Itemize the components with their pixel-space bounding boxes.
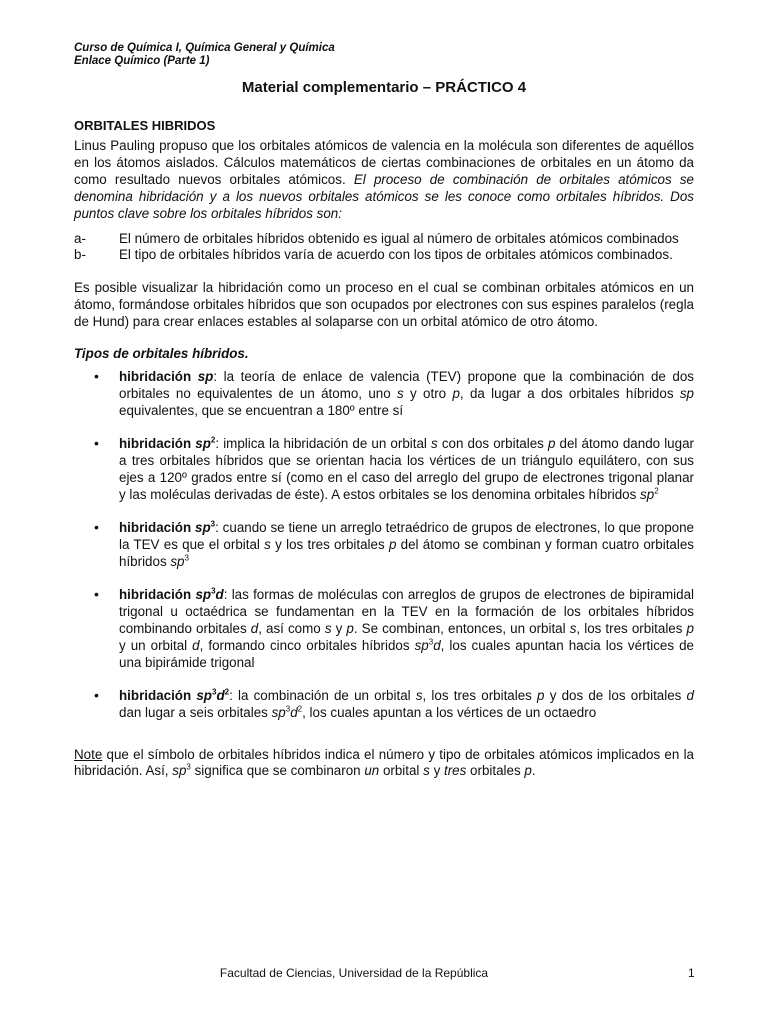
text-segment: , los tres orbitales — [422, 688, 538, 703]
text-segment: p — [537, 688, 545, 703]
text-segment: 3 — [285, 704, 291, 714]
text-segment: d — [686, 688, 694, 703]
list-item-text: El número de orbitales híbridos obtenido es igual al número de orbitales atómicos combinados — [119, 231, 679, 246]
hybrid-symbol: sp — [196, 688, 212, 703]
course-header-line1: Curso de Química I, Química General y Química — [74, 42, 335, 54]
intro-paragraph — [74, 137, 694, 222]
text-segment: s — [431, 436, 438, 451]
types-heading: Tipos de orbitales híbridos. — [74, 346, 249, 361]
footer-institution: Facultad de Ciencias, Universidad de la República — [219, 966, 489, 980]
list-item — [74, 519, 694, 570]
text-segment: p — [388, 537, 397, 552]
text-segment: s — [569, 621, 577, 636]
list-item-text — [119, 586, 694, 671]
text-segment: con dos orbitales — [437, 436, 548, 451]
text-segment: y otro — [403, 386, 453, 401]
text-segment: . — [531, 763, 536, 778]
intro-italic-text: El proceso de combinación de orbitales atómicos se denomina hibridación y a los nuevos orbitales atómicos se les conoce como orbitales híbridos. Dos puntos clave sobre los orbitales híbridos son: — [74, 172, 694, 221]
text-segment: d — [433, 638, 441, 653]
hybrid-type-label — [119, 587, 224, 602]
text-segment: 3 — [428, 637, 434, 647]
list-item-text — [119, 519, 694, 570]
text-segment: tres — [443, 763, 467, 778]
hybrid-symbol: sp — [195, 520, 211, 535]
text-segment: , los cuales apuntan a los vértices de un octaedro — [302, 705, 597, 720]
hybrid-type-label — [119, 436, 215, 451]
list-item-text — [119, 687, 694, 721]
hybrid-type-label — [119, 688, 229, 703]
hybrid-superscript-2: 2 — [224, 687, 230, 697]
text-segment: , formando cinco orbitales híbridos — [199, 638, 415, 653]
text-segment: sp — [271, 705, 286, 720]
text-segment: un — [364, 763, 380, 778]
text-segment: , da lugar a dos orbitales híbridos — [459, 386, 680, 401]
hybrid-symbol: sp — [195, 587, 212, 602]
text-segment: : la combinación de un orbital — [229, 688, 416, 703]
text-segment: equivalentes, que se encuentran a 180º entre sí — [119, 403, 404, 418]
text-segment: del átomo se combinan y forman cuatro orbitales híbridos — [119, 537, 694, 569]
hybrid-superscript: 3 — [211, 586, 216, 596]
text-segment: del átomo dando lugar a tres orbitales híbridos que se orientan hacia los vértices de un triángulo equilátero, con sus ejes a 120º grados entre sí (como en el caso del arreglo del grupo de electrones trigonal planar y las moléculas derivadas de éste). A estos orbitales se los denomina orbitales híbridos — [119, 436, 694, 502]
list-marker: a- — [74, 231, 86, 246]
hybridization-paragraph: Es posible visualizar la hibridación como un proceso en el cual se combinan orbitales atómicos en un átomo, formándose orbitales híbridos que son ocupados por electrones con sus espines paralelos (regla de Hund) para crear enlaces estables al solaparse con un orbital atómico de otro átomo. — [74, 280, 694, 329]
text-segment: p — [452, 386, 460, 401]
text-segment: orbital — [379, 763, 424, 778]
text-segment: p — [524, 763, 532, 778]
text-segment: y — [331, 621, 347, 636]
text-segment: s — [415, 688, 423, 703]
text-segment: p — [686, 621, 694, 636]
text-segment: d — [290, 705, 298, 720]
list-item-text: El tipo de orbitales híbridos varía de acuerdo con los tipos de orbitales atómicos combinados. — [119, 247, 673, 262]
page-number: 1 — [688, 966, 695, 980]
hybrid-symbol-d: d — [215, 587, 224, 602]
bullet-icon: • — [94, 435, 99, 451]
list-item — [74, 687, 694, 721]
hybrid-symbol: sp — [197, 369, 214, 384]
text-segment: p — [346, 621, 354, 636]
text-segment: sp — [170, 554, 185, 569]
text-segment: sp — [640, 487, 655, 502]
note-paragraph — [74, 747, 694, 779]
text-segment: , los cuales apuntan hacia los vértices de una bipirámide trigonal — [119, 638, 694, 670]
hybrid-label-text: hibridación — [119, 436, 196, 451]
text-segment: sp — [679, 386, 694, 401]
text-segment: : cuando se tiene un arreglo tetraédrico de grupos de electrones, lo que propone la TEV es que el orbital — [119, 520, 694, 552]
page-title: Material complementario – PRÁCTICO 4 — [241, 79, 527, 96]
section-heading: ORBITALES HIBRIDOS — [74, 118, 216, 133]
hybrid-symbol: sp — [195, 436, 211, 451]
document-page — [74, 42, 694, 779]
intro-text: Linus Pauling propuso que los orbitales atómicos de valencia en la molécula son diferentes de aquéllos en los átomos aislados. Cálculos matemáticos de ciertas combinaciones de orbitales en un átomo da como resultado nuevos orbitales atómicos. — [74, 138, 694, 187]
text-segment: y — [429, 763, 444, 778]
text-segment: 3 — [184, 553, 189, 563]
text-segment: dan lugar a seis orbitales — [119, 705, 272, 720]
hybrid-superscript: 2 — [210, 435, 216, 445]
bullet-icon: • — [94, 368, 99, 384]
hybrid-label-text: hibridación — [119, 520, 196, 535]
text-segment: , así como — [258, 621, 325, 636]
text-segment: d — [250, 621, 259, 636]
text-segment: 2 — [654, 486, 659, 496]
list-item — [74, 586, 694, 671]
hybrid-label-text: hibridación — [119, 587, 196, 602]
text-segment: : las formas de moléculas con arreglos de grupos de electrones de bipiramidal trigonal u octaédrica se fundamentan en la TEV en la formación de los orbitales híbridos combinando orbitales — [119, 587, 694, 636]
list-marker: b- — [74, 247, 86, 262]
text-segment: s — [264, 537, 271, 552]
text-segment: . Se combinan, entonces, un orbital — [353, 621, 570, 636]
text-segment: s — [423, 763, 430, 778]
list-item — [74, 368, 694, 419]
text-segment: : implica la hibridación de un orbital — [215, 436, 432, 451]
key-points-list — [74, 231, 694, 263]
list-item-text — [119, 368, 694, 419]
list-item-text — [119, 435, 694, 503]
text-segment: d — [192, 638, 200, 653]
text-segment: s — [324, 621, 332, 636]
list-item — [74, 231, 694, 247]
list-item — [74, 247, 694, 263]
text-segment: 2 — [297, 704, 303, 714]
text-segment: , los tres orbitales — [576, 621, 687, 636]
hybrid-superscript: 3 — [210, 519, 216, 529]
course-header-line2: Enlace Químico (Parte 1) — [74, 55, 210, 67]
hybrid-label-text: hibridación — [119, 688, 197, 703]
hybrid-symbol-d: d — [216, 688, 225, 703]
text-segment: : la teoría de enlace de valencia (TEV) propone que la combinación de dos orbitales no equivalentes de un átomo, uno — [119, 369, 694, 401]
text-segment: que el símbolo de orbitales híbridos indica el número y tipo de orbitales atómicos implicados en la hibridación. Así, — [74, 747, 694, 778]
list-item — [74, 435, 694, 503]
text-segment: p — [547, 436, 556, 451]
text-segment: orbitales — [466, 763, 525, 778]
bullet-icon: • — [94, 519, 99, 535]
text-segment: sp — [414, 638, 429, 653]
bullet-icon: • — [94, 586, 99, 602]
text-segment: y los tres orbitales — [270, 537, 389, 552]
text-segment: 3 — [186, 762, 191, 772]
text-segment: y un orbital — [119, 638, 193, 653]
note-label: Note — [74, 747, 103, 762]
hybrid-type-label — [119, 369, 213, 384]
text-segment: significa que se combinaron — [190, 763, 365, 778]
text-segment: sp — [172, 763, 187, 778]
bullet-icon: • — [94, 687, 99, 703]
hybrid-label-text: hibridación — [119, 369, 198, 384]
hybrid-type-label — [119, 520, 215, 535]
text-segment: s — [397, 386, 404, 401]
text-segment: y dos de los orbitales — [544, 688, 687, 703]
hybrid-superscript: 3 — [212, 687, 217, 697]
hybrid-types-list — [74, 368, 694, 721]
